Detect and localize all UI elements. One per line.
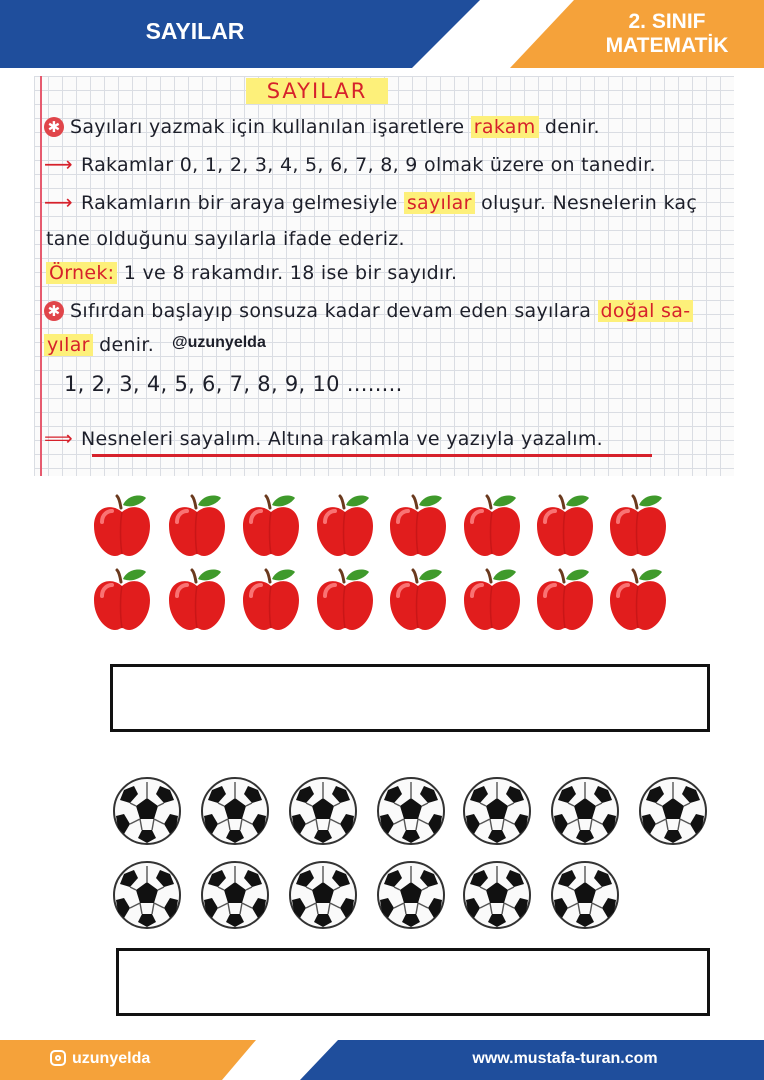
example-label: Örnek:: [46, 262, 117, 284]
note-line-9: ⟹ Nesneleri sayalım. Altına rakamla ve yazıyla yazalım.: [44, 426, 603, 450]
apple-icon: [386, 566, 450, 632]
soccer-ball-icon: [638, 776, 708, 846]
keyword-dogal-sayilar: doğal sa-: [598, 300, 694, 322]
soccer-ball-icon: [376, 776, 446, 846]
note-line-3: ⟶ Rakamların bir araya gelmesiyle sayılar oluşur. Nesnelerin kaç: [44, 190, 698, 214]
apple-icon: [533, 492, 597, 558]
header-grade: 2. SINIF: [628, 10, 706, 33]
footer-instagram-handle: uzunyelda: [72, 1050, 151, 1067]
soccer-ball-icon: [462, 776, 532, 846]
notebook-margin-line: [40, 76, 42, 476]
apple-icon: [460, 492, 524, 558]
apple-icon: [313, 566, 377, 632]
apple-answer-box[interactable]: [110, 664, 710, 732]
soccer-ball-icon: [200, 860, 270, 930]
soccer-ball-icon: [550, 860, 620, 930]
note-line-5: Örnek: 1 ve 8 rakamdır. 18 ise bir sayıdır.: [46, 262, 457, 284]
arrow-right-icon: ⟶: [44, 190, 73, 214]
note-line-7: yılar denir.: [44, 334, 154, 356]
natural-numbers-list: 1, 2, 3, 4, 5, 6, 7, 8, 9, 10 ........: [64, 372, 403, 396]
apple-icon: [239, 492, 303, 558]
soccer-ball-icon: [462, 860, 532, 930]
soccer-ball-icon: [288, 776, 358, 846]
apple-icon: [239, 566, 303, 632]
keyword-dogal-sayilar-cont: yılar: [44, 334, 93, 356]
header-subject: MATEMATİK: [605, 34, 729, 57]
apple-icon: [386, 492, 450, 558]
soccer-ball-icon: [112, 776, 182, 846]
soccer-ball-icon: [112, 860, 182, 930]
soccer-ball-icon: [200, 776, 270, 846]
footer-website[interactable]: www.mustafa-turan.com: [472, 1050, 658, 1067]
apple-icon: [165, 492, 229, 558]
apple-icon: [606, 492, 670, 558]
instruction-underline: [92, 454, 652, 457]
author-handle: @uzunyelda: [172, 334, 266, 351]
soccer-ball-icon: [288, 860, 358, 930]
star-bullet-icon: ✱: [44, 301, 64, 321]
apple-icon: [606, 566, 670, 632]
note-line-1: ✱ Sayıları yazmak için kullanılan işaretlere rakam denir.: [44, 116, 600, 138]
note-line-4: tane olduğunu sayılarla ifade ederiz.: [46, 228, 405, 250]
arrow-right-icon: ⟶: [44, 152, 73, 176]
note-line-2: ⟶ Rakamlar 0, 1, 2, 3, 4, 5, 6, 7, 8, 9 olmak üzere on tanedir.: [44, 152, 656, 176]
apple-icon: [90, 492, 154, 558]
header-title: SAYILAR: [145, 18, 245, 44]
apple-icon: [90, 566, 154, 632]
keyword-sayilar: sayılar: [404, 192, 475, 214]
apple-icon: [165, 566, 229, 632]
apple-icon: [460, 566, 524, 632]
instagram-icon: [50, 1050, 66, 1066]
soccer-ball-icon: [550, 776, 620, 846]
note-line-6: ✱ Sıfırdan başlayıp sonsuza kadar devam eden sayılara doğal sa-: [44, 300, 693, 322]
keyword-rakam: rakam: [471, 116, 539, 138]
soccer-ball-icon: [376, 860, 446, 930]
notes-title: SAYILAR: [266, 79, 368, 103]
apple-icon: [533, 566, 597, 632]
apple-icon: [313, 492, 377, 558]
arrow-right-icon: ⟹: [44, 426, 73, 450]
ball-answer-box[interactable]: [116, 948, 710, 1016]
star-bullet-icon: ✱: [44, 117, 64, 137]
